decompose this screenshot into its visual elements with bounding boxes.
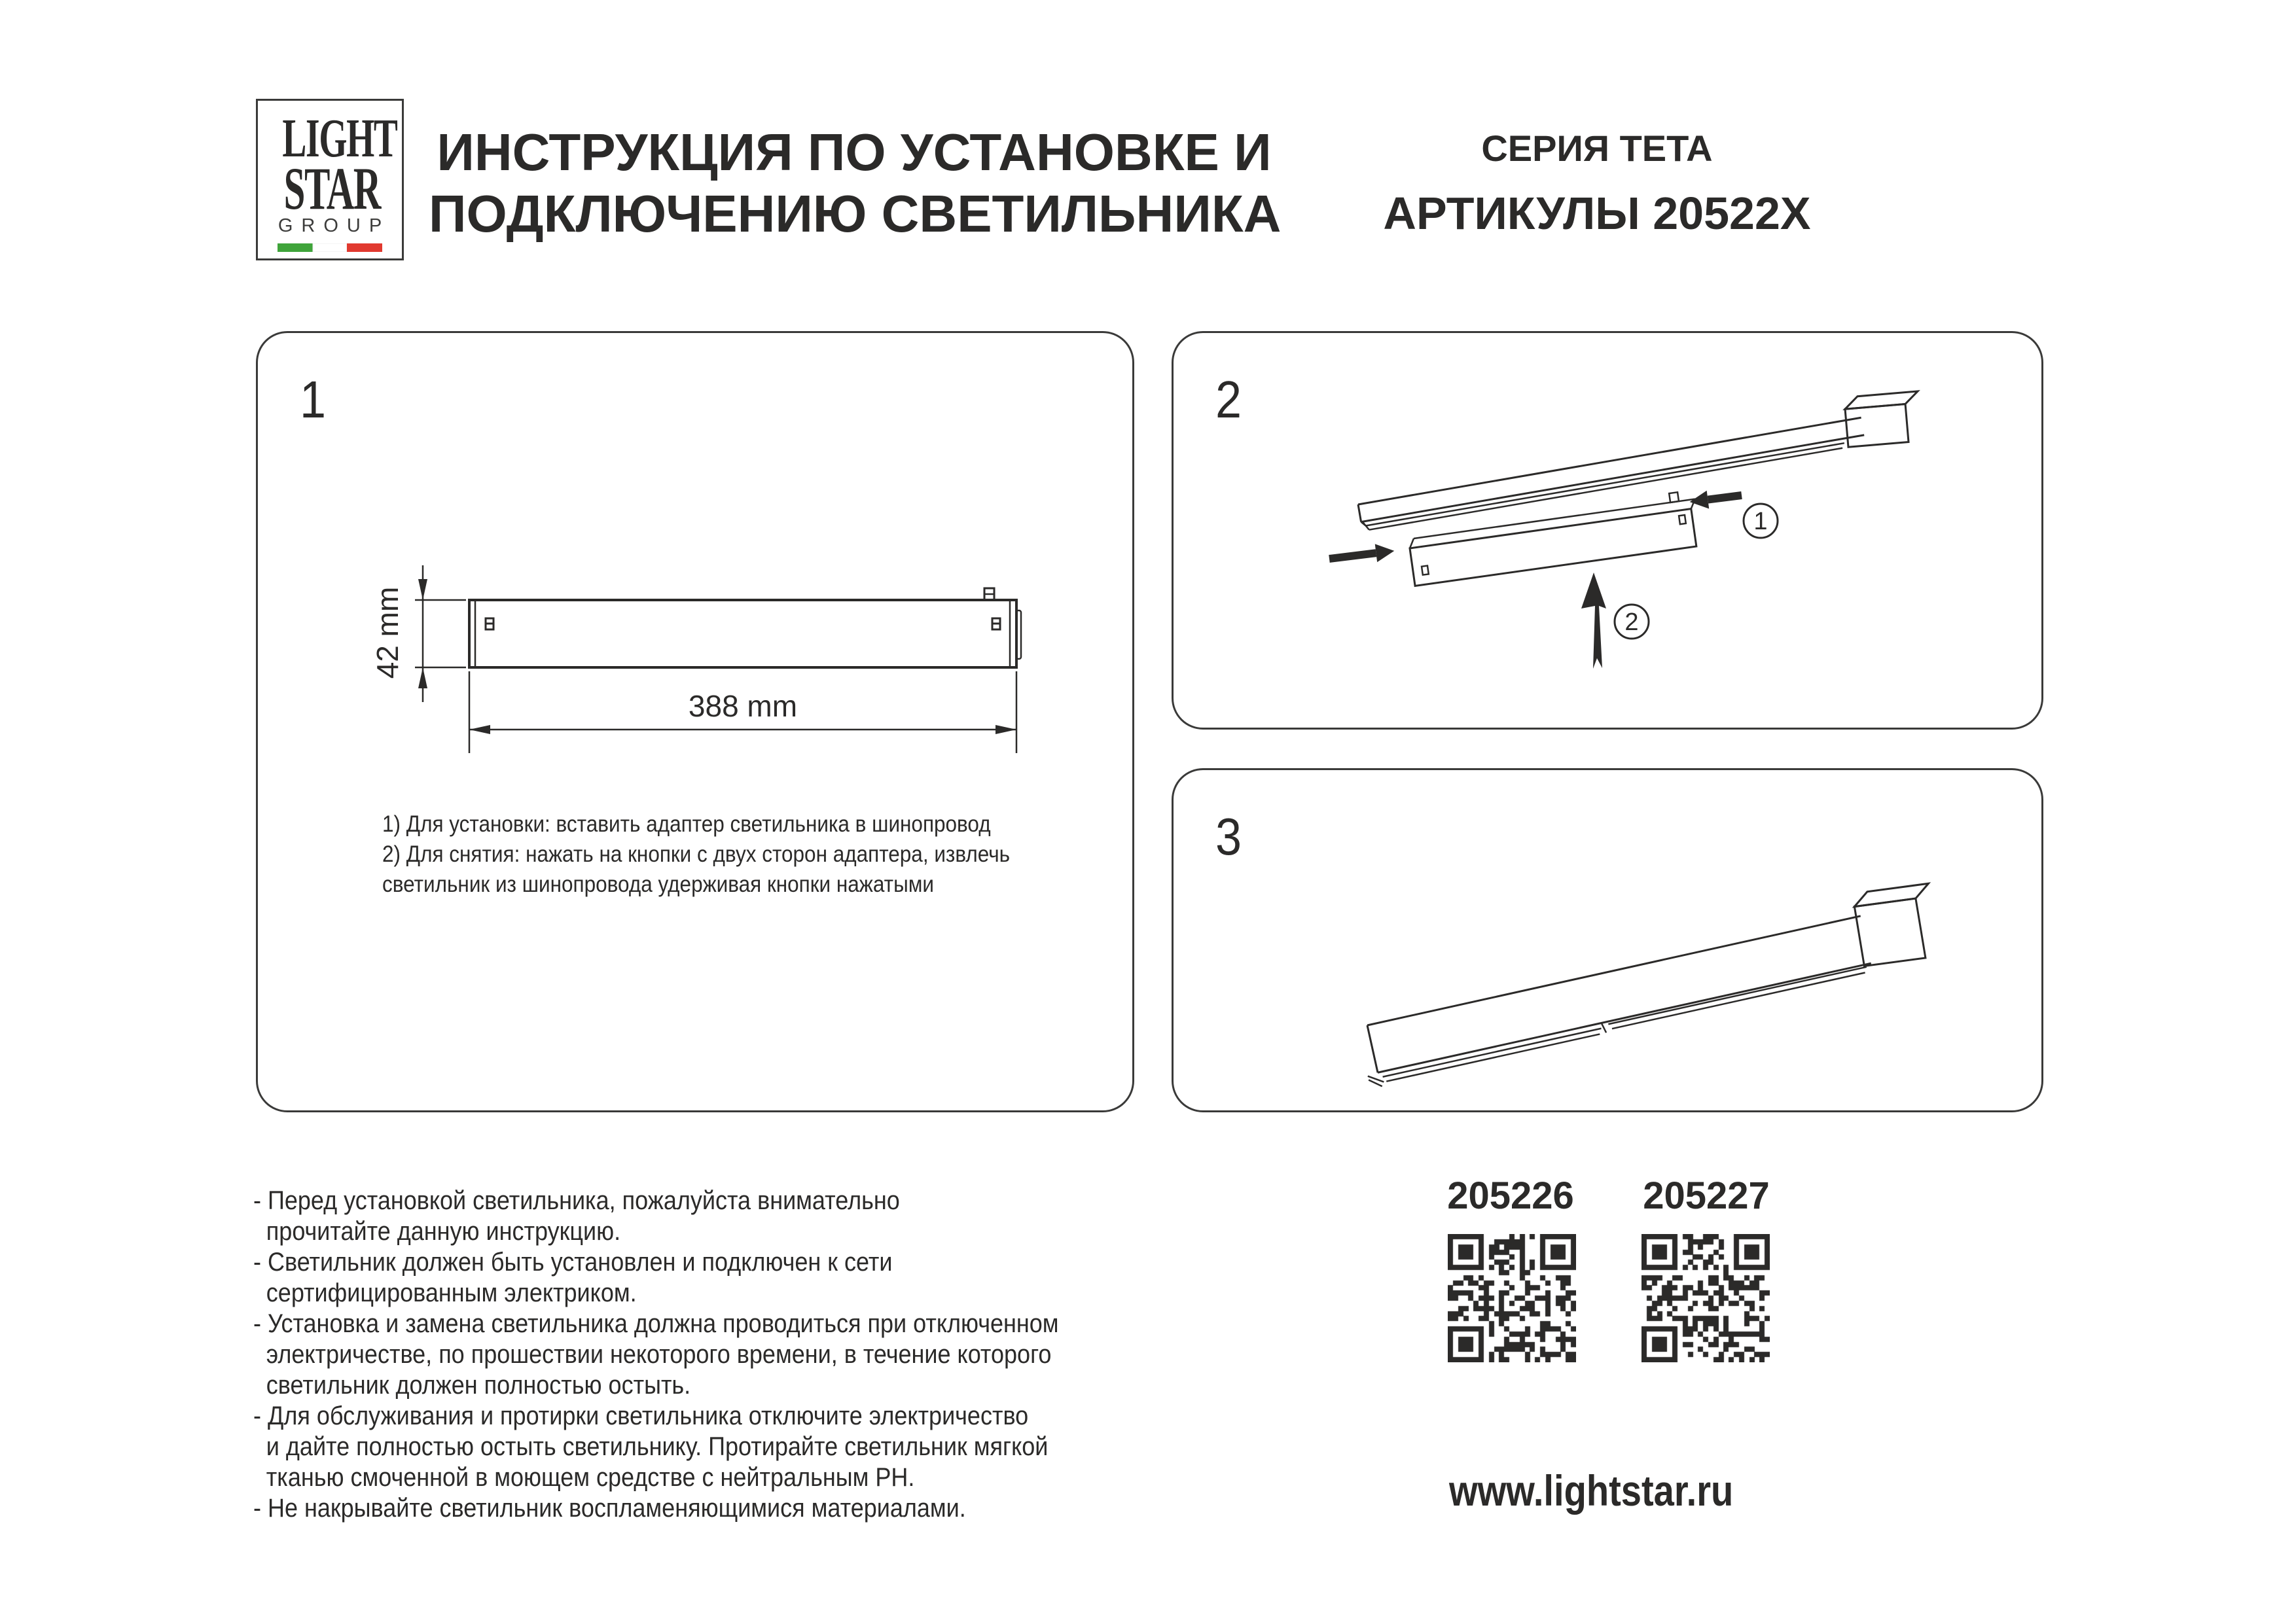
step-1-notes (382, 809, 1010, 900)
callout-2: 2 (1624, 609, 1639, 636)
fixture-side-view-drawing (258, 333, 1132, 1110)
push-button-arrow-right (1689, 486, 1743, 511)
page-title-line2: ПОДКЛЮЧЕНИЮ СВЕТИЛЬНИКА (429, 185, 1282, 243)
step-3-panel (1172, 768, 2043, 1112)
series-header (1335, 130, 1859, 237)
text-line: прочитайте данную инструкцию. (266, 1217, 621, 1246)
article-number-left: 205226 (1447, 1174, 1574, 1217)
step-2-number: 2 (1215, 370, 1242, 429)
insert-direction-arrow (1581, 573, 1606, 669)
text-line: - Для обслуживания и протирки светильника отключите электричество (253, 1402, 1029, 1430)
text-line: 2) Для снятия: нажать на кнопки с двух сторон адаптера, извлечь (382, 841, 1011, 867)
page-title-line1: ИНСТРУКЦИЯ ПО УСТАНОВКЕ И (437, 123, 1272, 181)
text-line: - Светильник должен быть установлен и подключен к сети (253, 1248, 893, 1277)
text-line: светильник должен полностью остыть. (266, 1371, 691, 1400)
text-line: светильник из шинопровода удерживая кнопки нажатыми (382, 872, 934, 897)
text-line: - Перед установкой светильника, пожалуйста внимательно (253, 1186, 900, 1215)
italian-flag-icon (278, 243, 382, 252)
width-dimension-label: 388 mm (688, 689, 798, 723)
step-2-panel (1172, 331, 2043, 730)
page-title (429, 122, 1280, 245)
website-url: www.lightstar.ru (1449, 1466, 1734, 1515)
text-line: тканью смоченной в моющем средстве с нейтральным PH. (266, 1463, 915, 1492)
logo-word-group: GROUP (278, 215, 391, 236)
articles-name: АРТИКУЛЫ 20522X (1383, 188, 1811, 239)
text-line: электричестве, по прошествии некоторого времени, в течение которого (266, 1340, 1052, 1369)
logo-word-star: STAR (283, 155, 381, 222)
series-name: СЕРИЯ TETA (1481, 128, 1713, 169)
track-insertion-drawing (1174, 333, 2041, 728)
text-line: 1) Для установки: вставить адаптер светильника в шинопровод (382, 811, 991, 837)
step-1-number: 1 (300, 370, 327, 429)
step-1-panel (256, 331, 1134, 1112)
article-number-right: 205227 (1643, 1174, 1770, 1217)
callout-1: 1 (1753, 508, 1768, 535)
text-line: сертифицированным электриком. (266, 1279, 637, 1307)
lightstar-logo (256, 99, 404, 260)
assembled-fixture-drawing (1174, 770, 2041, 1110)
text-line: и дайте полностью остыть светильнику. Протирайте светильник мягкой (266, 1432, 1049, 1461)
logo-word-light: LIGHT (282, 108, 397, 169)
height-dimension-label: 42 mm (370, 586, 404, 679)
text-line: - Не накрывайте светильник воспламеняющимися материалами. (253, 1494, 966, 1523)
push-button-arrow-left (1328, 542, 1395, 568)
qr-code-left (1448, 1234, 1576, 1362)
text-line: - Установка и замена светильника должна проводиться при отключенном (253, 1309, 1059, 1338)
qr-code-right (1641, 1234, 1770, 1362)
safety-notes-list (253, 1186, 1059, 1524)
step-3-number: 3 (1215, 807, 1242, 866)
